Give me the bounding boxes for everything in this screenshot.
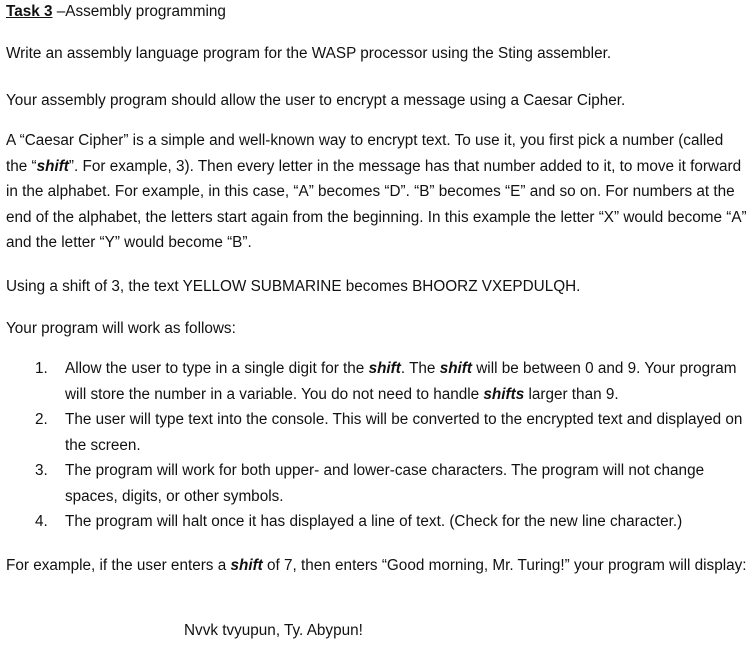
step-text: will be between 0 and 9. Your program will store the number in a variable. You do not need to handle <box>65 360 737 403</box>
step-text: The program will work for both upper- and lower-case characters. The program will not change spaces, digits, or other symbols. <box>65 462 705 505</box>
caesar-text-start: A “Caesar Cipher” is a simple and well-known way to encrypt text. To use it, you first pick a number (called the “ <box>6 132 724 175</box>
task-heading <box>6 3 226 21</box>
task-title: –Assembly programming <box>56 3 226 20</box>
shift-term: shift <box>439 360 472 377</box>
list-item-number: 2. <box>35 411 48 428</box>
list-item-number: 3. <box>35 462 48 479</box>
task-label: Task 3 <box>6 3 53 20</box>
step-text: The user will type text into the console. This will be converted to the encrypted text and displayed on the screen. <box>65 411 743 454</box>
list-item-number: 1. <box>35 360 48 377</box>
step-text: larger than 9. <box>524 385 619 403</box>
example-text-end: of 7, then enters “Good morning, Mr. Turing!” your program will display: <box>262 557 747 574</box>
shift-term: shift <box>368 360 401 377</box>
caesar-explanation-paragraph <box>6 128 748 256</box>
example-usage-paragraph <box>6 553 748 579</box>
list-item <box>6 509 748 535</box>
caesar-text-end: ”. For example, 3). Then every letter in the message has that number added to it, to move it forward in the alphabet. For example, in this case, “A” becomes “D”. “B” becomes “E” and so on. For numbers at the end of the alphabet, the letters start again from the beginning. In this example the letter “X” would become “A” and the letter “Y” would become “B”. <box>6 157 747 251</box>
intro-paragraph: Write an assembly language program for the WASP processor using the Sting assembler. <box>6 45 612 62</box>
step-text: The program will halt once it has displayed a line of text. (Check for the new line character.) <box>65 513 683 530</box>
shifts-term: shifts <box>483 385 525 403</box>
sample-output: Nvvk tvyupun, Ty. Abypun! <box>184 622 363 639</box>
example-paragraph: Using a shift of 3, the text YELLOW SUBMARINE becomes BHOORZ VXEPDULQH. <box>6 278 581 295</box>
list-item-number: 4. <box>35 513 48 530</box>
list-item <box>6 458 748 509</box>
step-text: Allow the user to type in a single digit for the <box>65 360 369 377</box>
step-text: . The <box>400 360 440 377</box>
list-item <box>6 407 748 458</box>
list-item <box>6 356 748 407</box>
steps-list <box>6 356 748 535</box>
shift-term: shift <box>36 157 69 175</box>
objective-paragraph: Your assembly program should allow the user to encrypt a message using a Caesar Cipher. <box>6 92 626 109</box>
steps-intro: Your program will work as follows: <box>6 320 236 337</box>
example-text-start: For example, if the user enters a <box>6 557 231 574</box>
shift-term: shift <box>230 557 263 574</box>
